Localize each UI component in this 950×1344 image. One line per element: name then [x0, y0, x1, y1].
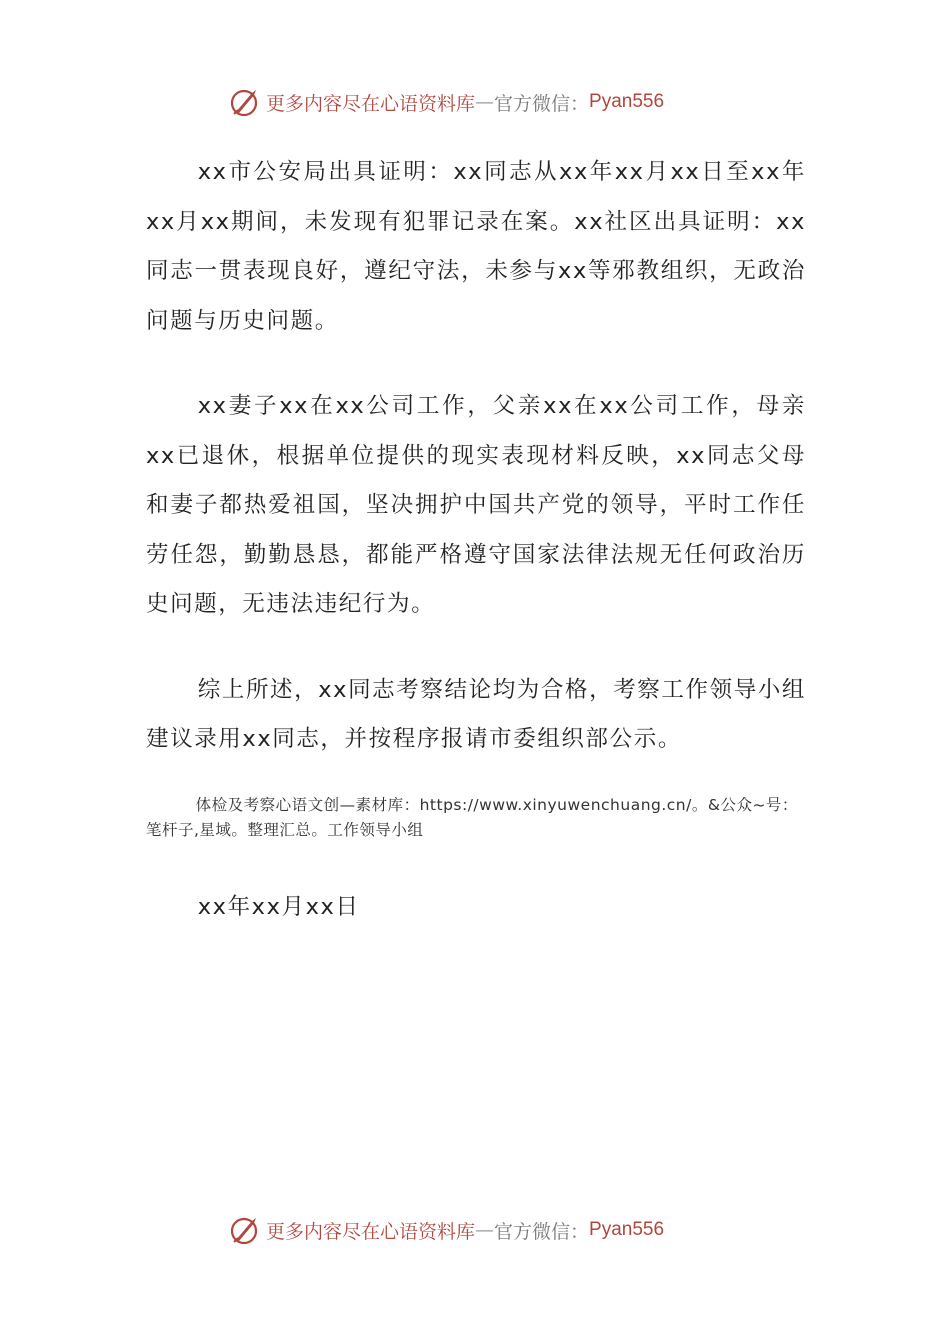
quill-pen-logo-icon	[228, 1213, 262, 1247]
banner-text: 更多内容尽在心语资料库	[266, 1220, 476, 1243]
banner-dash: —	[475, 1219, 495, 1241]
banner-wechat-label: 官方微信：	[494, 92, 590, 115]
banner-wechat-id: Pyan556	[589, 91, 665, 112]
banner-dash: —	[475, 91, 495, 113]
banner-wechat-label: 官方微信：	[494, 1220, 590, 1243]
footer-banner	[228, 1212, 728, 1248]
paragraph-conclusion: 综上所述，xx同志考察结论均为合格，考察工作领导小组建议录用xx同志，并按程序报请市委组织部公示。	[146, 676, 806, 752]
banner-text: 更多内容尽在心语资料库	[266, 92, 476, 115]
quill-pen-logo-icon	[228, 85, 262, 119]
paragraph-family-background: xx妻子xx在xx公司工作，父亲xx在xx公司工作，母亲xx已退休，根据单位提供的现实表现材料反映，xx同志父母和妻子都热爱祖国，坚决拥护中国共产党的领导，平时工作任劳任怨，勤勤恳恳，都能严格遵守国家法律法规无任何政治历史问题，无违法违纪行为。	[146, 393, 806, 617]
document-body	[146, 148, 806, 927]
document-date: xx年xx月xx日	[197, 893, 360, 920]
source-note: 体检及考察心语文创—素材库：https://www.xinyuwenchuang.cn/。&公众~号：笔杆子,星域。整理汇总。工作领导小组	[146, 795, 798, 839]
banner-wechat-id: Pyan556	[589, 1219, 665, 1240]
header-banner	[228, 84, 728, 120]
paragraph-police-certificate: xx市公安局出具证明：xx同志从xx年xx月xx日至xx年xx月xx期间，未发现有犯罪记录在案。xx社区出具证明：xx同志一贯表现良好，遵纪守法，未参与xx等邪教组织，无政治问题与历史问题。	[146, 159, 806, 334]
